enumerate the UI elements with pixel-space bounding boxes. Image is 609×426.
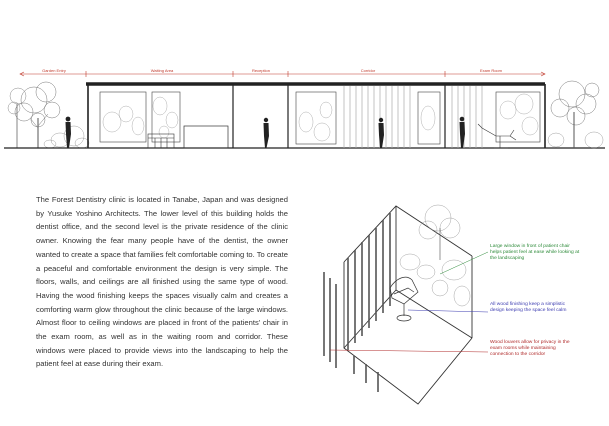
- zone-dimension-line: [20, 71, 545, 77]
- building-structure: [4, 84, 605, 148]
- tree-left-large: [15, 82, 60, 148]
- iso-dental-chair: [390, 277, 418, 321]
- corridor-foliage: [299, 102, 435, 141]
- annotation-window: Large window in front of patient chair helps patient feel at ease while looking at the landscaping: [490, 244, 580, 262]
- iso-wood-louvers: [324, 213, 390, 392]
- waiting-area-foliage: [103, 97, 178, 138]
- annotation-louvers: Wood louvers allow for privacy in the exam rooms while maintaining connection to the corridor: [490, 340, 570, 358]
- exam-room-foliage: [500, 94, 538, 135]
- tree-right-large: [551, 81, 599, 148]
- zone-label-exam-room: Exam Room: [479, 68, 503, 73]
- person-reception: [264, 118, 270, 148]
- person-corridor: [379, 118, 385, 148]
- person-garden-entry: [66, 117, 72, 148]
- project-description: The Forest Dentistry clinic is located in Tanabe, Japan and was designed by Yusuke Yoshino Architects. The lower level of this building holds the dentist office, and the second level is the private residence of the clinic owner. Knowing the fear many people have of the dentist, the owner wanted to create a space that families felt comfortable coming to. To create a peaceful and comfortable environment the design is very simple. The floors, walls, and ceilings are all finished using the same type of wood. Having the wood finishing keeps the spaces visually calm and creates a comforting warm glow throughout the clinic because of the large windows. Almost floor to ceiling windows are placed in front of the patients' chair in the exam room, as well as in the waiting room and corridor. These windows were placed to provide views into the landscaping to help the patient feel at ease during their exam.: [36, 195, 288, 369]
- iso-window-foliage: [400, 205, 470, 306]
- zone-label-reception: Reception: [251, 68, 271, 73]
- dental-chair: [478, 124, 516, 148]
- corridor-louvers: [344, 86, 410, 148]
- zone-label-corridor: Corridor: [360, 68, 376, 73]
- shrubs-right: [548, 132, 603, 148]
- exam-room-louvers: [452, 86, 482, 148]
- zone-label-garden-entry: Garden Entry: [42, 68, 66, 73]
- exam-room-isometric: [300, 178, 490, 418]
- reception-desk: [184, 126, 228, 148]
- exam-room-window: [496, 92, 540, 142]
- iso-frame: [344, 206, 472, 404]
- building-section-drawing: [0, 0, 609, 180]
- zone-label-waiting-area: Waiting Area: [150, 68, 174, 73]
- annotation-wood-finish: All wood finishing keep a simplistic design keeping the space feel calm: [490, 302, 567, 314]
- tree-left-small: [8, 88, 26, 148]
